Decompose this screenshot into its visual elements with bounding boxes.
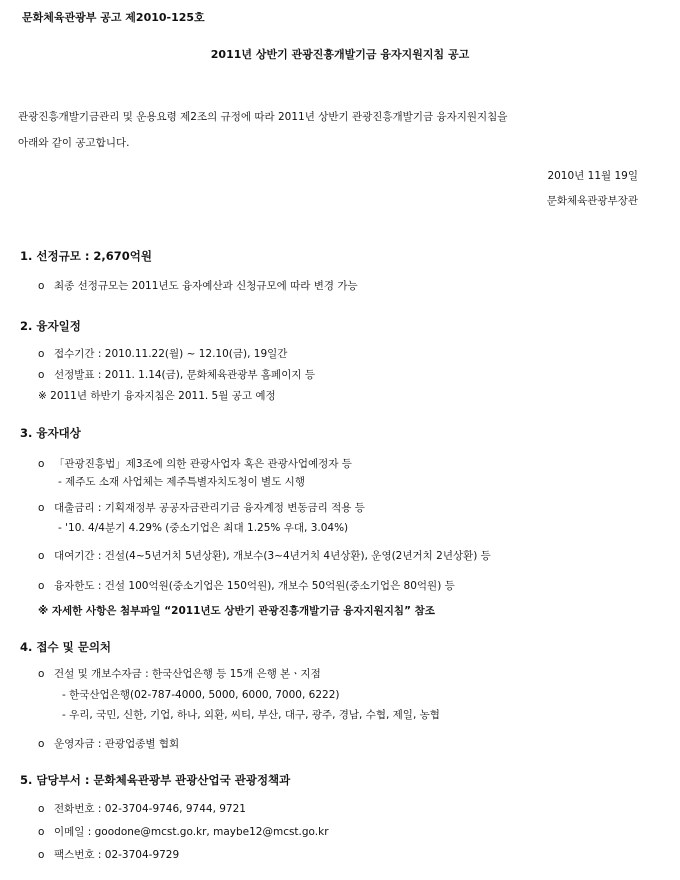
list-item xyxy=(38,736,179,751)
section-3-item-3: 대여기간 : 건설(4~5년거치 5년상환), 개보수(3~4년거치 4년상환), 운영(2년거치 2년상환) 등 xyxy=(54,550,491,562)
list-item xyxy=(38,548,491,563)
section-1-heading: 1. 선정규모 : 2,670억원 xyxy=(20,249,153,263)
section-2-note: ※ 2011년 하반기 융자지침은 2011. 5월 공고 예정 xyxy=(38,390,276,402)
section-4-item-2: 운영자금 : 관광업종별 협회 xyxy=(54,738,180,750)
section-3-item-1: 「관광진흥법」제3조에 의한 관광사업자 혹은 관광사업예정자 등 xyxy=(54,458,352,470)
bullet-icon: o xyxy=(38,280,45,292)
issuer: 문화체육관광부장관 xyxy=(546,195,638,207)
bullet-icon: o xyxy=(38,580,45,592)
list-item xyxy=(38,801,246,816)
section-3-item-1-sub: - 제주도 소재 사업체는 제주특별자치도청이 별도 시행 xyxy=(58,476,305,488)
bullet-icon: o xyxy=(38,369,45,381)
list-item xyxy=(38,278,358,293)
bullet-icon: o xyxy=(38,348,45,360)
bullet-icon: o xyxy=(38,502,45,514)
section-2-item-2: 선정발표 : 2011. 1.14(금), 문화체육관광부 홈페이지 등 xyxy=(54,369,315,381)
list-item xyxy=(38,346,287,361)
section-2-item-1: 접수기간 : 2010.11.22(월) ~ 12.10(금), 19일간 xyxy=(54,348,288,360)
notice-number: 문화체육관광부 공고 제2010-125호 xyxy=(22,11,205,24)
list-item xyxy=(38,847,179,862)
section-3-note: ※ 자세한 사항은 첨부파일 “2011년도 상반기 관광진흥개발기금 융자지원지침” 참조 xyxy=(38,605,435,617)
document-title: 2011년 상반기 관광진흥개발기금 융자지원지침 공고 xyxy=(210,48,470,61)
section-5-email: 이메일 : goodone@mcst.go.kr, maybe12@mcst.go.kr xyxy=(54,826,329,838)
list-item xyxy=(38,456,352,471)
bullet-icon: o xyxy=(38,803,45,815)
intro-line-1: 관광진흥개발기금관리 및 운용요령 제2조의 규정에 따라 2011년 상반기 관광진흥개발기금 융자지원지침을 xyxy=(18,111,508,123)
list-item xyxy=(38,500,365,515)
section-4-item-1: 건설 및 개보수자금 : 한국산업은행 등 15개 은행 본ㆍ지점 xyxy=(54,668,321,680)
list-item xyxy=(38,578,455,593)
section-5-fax: 팩스번호 : 02-3704-9729 xyxy=(54,849,180,861)
section-4-item-1-sub-2: - 우리, 국민, 신한, 기업, 하나, 외환, 씨티, 부산, 대구, 광주, 경남, 수협, 제일, 농협 xyxy=(62,709,440,721)
list-item xyxy=(38,666,321,681)
bullet-icon: o xyxy=(38,458,45,470)
section-3-item-2-sub: - '10. 4/4분기 4.29% (중소기업은 최대 1.25% 우대, 3.04%) xyxy=(58,522,349,534)
bullet-icon: o xyxy=(38,849,45,861)
section-4-item-1-sub-1: - 한국산업은행(02-787-4000, 5000, 6000, 7000, 6222) xyxy=(62,689,340,701)
section-4-heading: 4. 접수 및 문의처 xyxy=(20,640,112,654)
section-5-heading: 5. 담당부서 : 문화체육관광부 관광산업국 관광정책과 xyxy=(20,773,291,787)
section-3-item-4: 융자한도 : 건설 100억원(중소기업은 150억원), 개보수 50억원(중소기업은 80억원) 등 xyxy=(54,580,455,592)
section-3-item-2: 대출금리 : 기획재정부 공공자금관리기금 융자계정 변동금리 적용 등 xyxy=(54,502,365,514)
bullet-icon: o xyxy=(38,550,45,562)
section-3-heading: 3. 융자대상 xyxy=(20,426,81,440)
section-5-phone: 전화번호 : 02-3704-9746, 9744, 9721 xyxy=(54,803,246,815)
intro-line-2: 아래와 같이 공고합니다. xyxy=(18,137,130,149)
list-item xyxy=(38,824,329,839)
section-1-item-1: 최종 선정규모는 2011년도 융자예산과 신청규모에 따라 변경 가능 xyxy=(54,280,358,292)
section-2-heading: 2. 융자일정 xyxy=(20,319,81,333)
bullet-icon: o xyxy=(38,668,45,680)
bullet-icon: o xyxy=(38,738,45,750)
bullet-icon: o xyxy=(38,826,45,838)
notice-date: 2010년 11월 19일 xyxy=(547,170,638,182)
list-item xyxy=(38,367,315,382)
